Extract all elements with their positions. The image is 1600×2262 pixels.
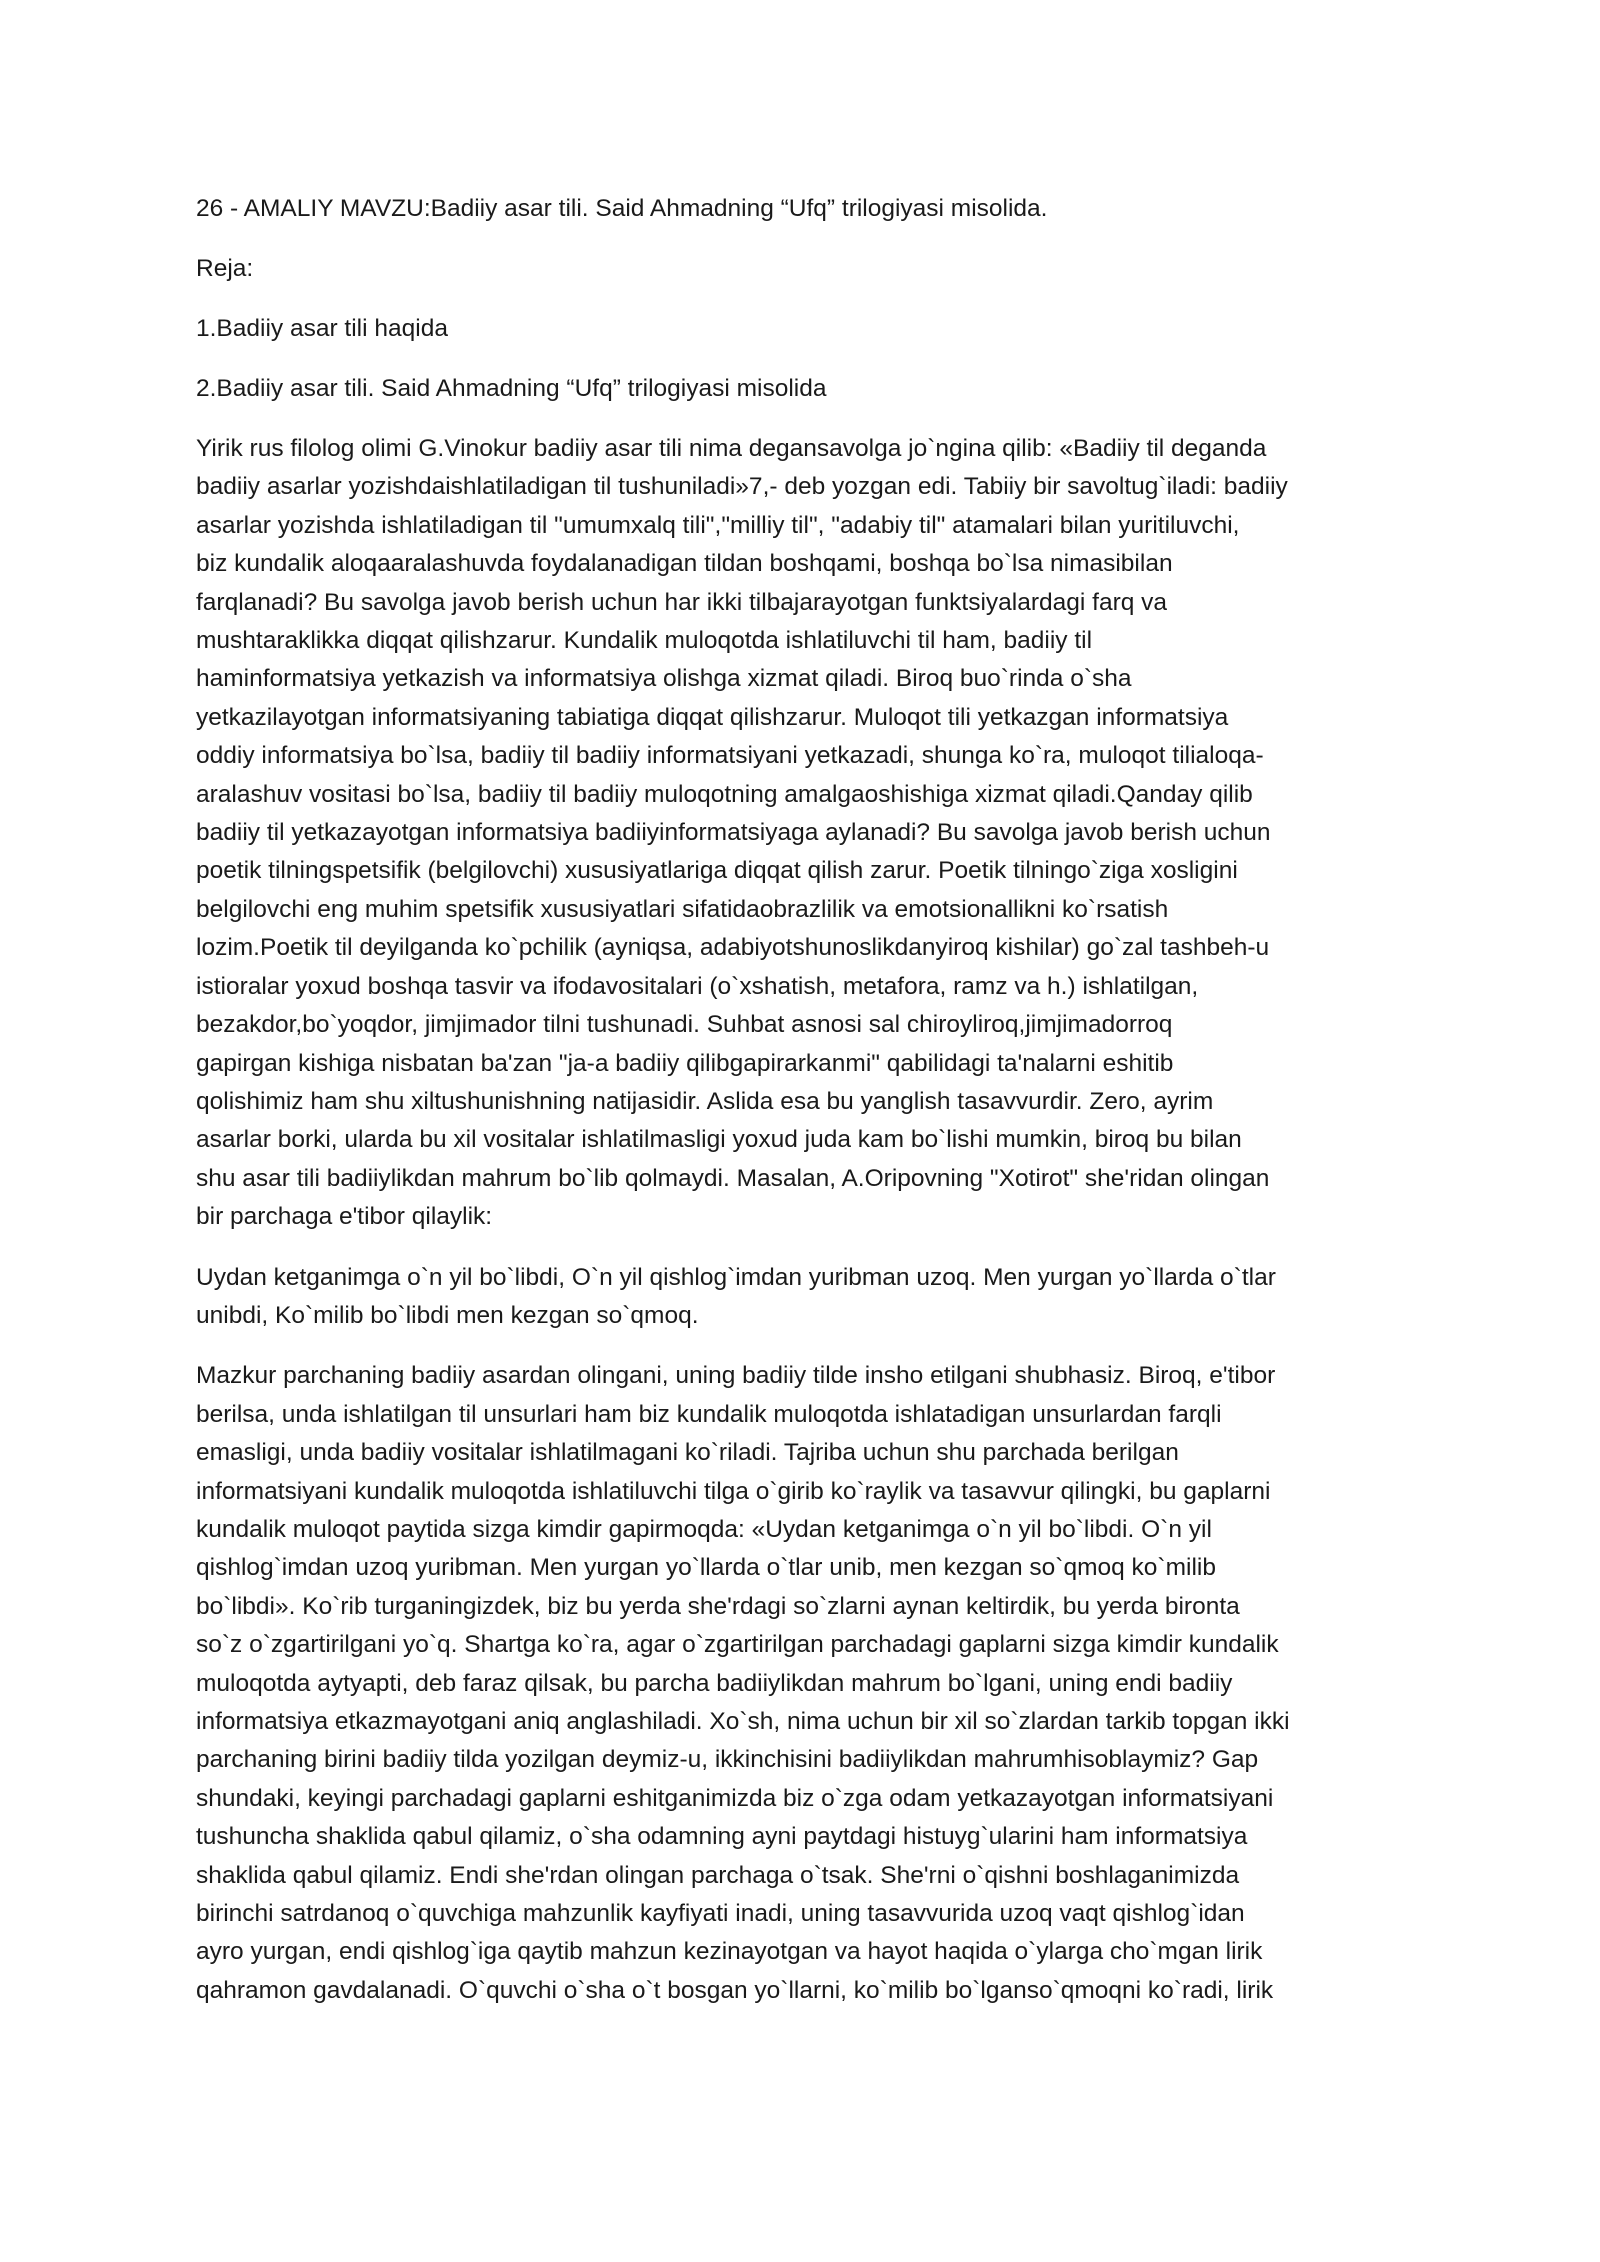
- text-line: yetkazilayotgan informatsiyaning tabiatiga diqqat qilishzarur. Muloqot tili yetkazgan informatsiya: [196, 703, 1229, 731]
- text-line: aralashuv vositasi bo`lsa, badiiy til badiiy muloqotning amalgaoshishiga xizmat qiladi.Qanday qilib: [196, 780, 1253, 808]
- text-line: gapirgan kishiga nisbatan ba'zan "ja-a badiiy qilibgapirarkanmi" qabilidagi ta'nalarni eshitib: [196, 1049, 1174, 1077]
- text-line: berilsa, unda ishlatilgan til unsurlari ham biz kundalik muloqotda ishlatadigan unsurlardan farqli: [196, 1400, 1222, 1428]
- text-line: informatsiya etkazmayotgani aniq anglashiladi. Xo`sh, nima uchun bir xil so`zlardan tarkib topgan ikki: [196, 1708, 1290, 1735]
- text-line: ayro yurgan, endi qishlog`iga qaytib mahzun kezinayotgan va hayot haqida o`ylarga cho`mgan lirik: [196, 1938, 1263, 1966]
- text-line: bezakdor,bo`yoqdor, jimjimador tilni tushunadi. Suhbat asnosi sal chiroyliroq,jimjimadorroq: [196, 1011, 1173, 1039]
- plan-item-2: 2.Badiiy asar tili. Said Ahmadning “Ufq” trilogiyasi misolida: [196, 375, 827, 402]
- poem-quote: [196, 1259, 1436, 1336]
- text-line: informatsiyani kundalik muloqotda ishlatiluvchi tilga o`girib ko`raylik va tasavvur qilingki, bu gaplarni: [196, 1477, 1271, 1505]
- text-line: so`z o`zgartirilgani yo`q. Shartga ko`ra, agar o`zgartirilgan parchadagi gaplarni sizga kimdir kundalik: [196, 1631, 1279, 1659]
- text-line: belgilovchi eng muhim spetsifik xususiyatlari sifatidaobrazlilik va emotsionallikni ko`rsatish: [196, 895, 1169, 923]
- text-line: tushuncha shaklida qabul qilamiz, o`sha odamning ayni paytdagi histuyg`ularini ham informatsiya: [196, 1823, 1248, 1851]
- text-line: qolishimiz ham shu xiltushunishning natijasidir. Aslida esa bu yanglish tasavvurdir. Zero, ayrim: [196, 1087, 1214, 1115]
- text-line: haminformatsiya yetkazish va informatsiya olishga xizmat qiladi. Biroq buo`rinda o`sha: [196, 665, 1132, 693]
- text-line: muloqotda aytyapti, deb faraz qilsak, bu parcha badiiylikdan mahrum bo`lgani, uning endi badiiy: [196, 1669, 1233, 1697]
- plan-label: Reja:: [196, 255, 254, 282]
- text-line: asarlar yozishda ishlatiladigan til "umumxalq tili","milliy til", "adabiy til" atamalari bilan yuritiluvchi,: [196, 511, 1240, 539]
- paragraph-1: [196, 430, 1436, 1237]
- text-line: shaklida qabul qilamiz. Endi she'rdan olingan parchaga o`tsak. She'rni o`qishni boshlaganimizda: [196, 1861, 1240, 1889]
- text-line: asarlar borki, ularda bu xil vositalar ishlatilmasligi yoxud juda kam bo`lishi mumkin, biroq bu bilan: [196, 1126, 1242, 1154]
- text-line: shundaki, keyingi parchadagi gaplarni eshitganimizda biz o`zga odam yetkazayotgan informatsiyani: [196, 1784, 1274, 1812]
- text-line: parchaning birini badiiy tilda yozilgan deymiz-u, ikkinchisini badiiylikdan mahrumhisoblaymiz? Gap: [196, 1746, 1259, 1774]
- text-line: qahramon gavdalanadi. O`quvchi o`sha o`t bosgan yo`llarni, ko`milib bo`lganso`qmoqni ko`radi, lirik: [196, 1976, 1274, 2004]
- text-line: farqlanadi? Bu savolga javob berish uchun har ikki tilbajarayotgan funktsiyalardagi farq va: [196, 588, 1168, 616]
- text-line: kundalik muloqot paytida sizga kimdir gapirmoqda: «Uydan ketganimga o`n yil bo`libdi. O`n yil: [196, 1515, 1212, 1543]
- text-line: qishlog`imdan uzoq yuribman. Men yurgan yo`llarda o`tlar unib, men kezgan so`qmoq ko`milib: [196, 1554, 1216, 1582]
- text-line: istioralar yoxud boshqa tasvir va ifodavositalari (o`xshatish, metafora, ramz va h.) ishlatilgan,: [196, 972, 1199, 1000]
- plan-item-1: 1.Badiiy asar tili haqida: [196, 315, 448, 342]
- text-line: lozim.Poetik til deyilganda ko`pchilik (ayniqsa, adabiyotshunoslikdanyiroq kishilar) go`zal tashbeh-u: [196, 934, 1270, 962]
- text-line: mushtaraklikka diqqat qilishzarur. Kundalik muloqotda ishlatiluvchi til ham, badiiy til: [196, 627, 1093, 655]
- text-line: Mazkur parchaning badiiy asardan olingani, uning badiiy tilde insho etilgani shubhasiz. Biroq, e'tibor: [196, 1362, 1276, 1390]
- text-line: badiiy asarlar yozishdaishlatiladigan til tushuniladi»7,- deb yozgan edi. Tabiiy bir savoltug`iladi: badiiy: [196, 473, 1288, 501]
- text-line: badiiy til yetkazayotgan informatsiya badiiyinformatsiyaga aylanadi? Bu savolga javob berish uchun: [196, 819, 1271, 847]
- text-line: unibdi, Ko`milib bo`libdi men kezgan so`qmoq.: [196, 1301, 699, 1329]
- text-line: shu asar tili badiiylikdan mahrum bo`lib qolmaydi. Masalan, A.Oripovning "Xotirot" she'ridan olingan: [196, 1164, 1270, 1192]
- text-line: Uydan ketganimga o`n yil bo`libdi, O`n yil qishlog`imdan yuribman uzoq. Men yurgan yo`llarda o`tlar: [196, 1263, 1276, 1291]
- paragraph-2: [196, 1357, 1436, 2010]
- text-line: Yirik rus filolog olimi G.Vinokur badiiy asar tili nima degansavolga jo`ngina qilib: «Badiiy til deganda: [196, 435, 1267, 462]
- document-page: [196, 190, 1436, 2032]
- text-line: bir parchaga e'tibor qilaylik:: [196, 1203, 493, 1231]
- text-line: birinchi satrdanoq o`quvchiga mahzunlik kayfiyati inadi, uning tasavvurida uzoq vaqt qishlog`idan: [196, 1900, 1245, 1928]
- text-line: oddiy informatsiya bo`lsa, badiiy til badiiy informatsiyani yetkazadi, shunga ko`ra, muloqot tilialoqa-: [196, 742, 1264, 770]
- text-line: biz kundalik aloqaaralashuvda foydalanadigan tildan boshqami, boshqa bo`lsa nimasibilan: [196, 550, 1173, 578]
- text-line: poetik tilningspetsifik (belgilovchi) xususiyatlariga diqqat qilish zarur. Poetik tilningo`ziga xosligini: [196, 857, 1238, 885]
- text-line: emasligi, unda badiiy vositalar ishlatilmagani ko`riladi. Tajriba uchun shu parchada berilgan: [196, 1439, 1179, 1467]
- document-heading: 26 - AMALIY MAVZU:Badiiy asar tili. Said Ahmadning “Ufq” trilogiyasi misolida.: [196, 195, 1048, 222]
- text-line: bo`libdi». Ko`rib turganingizdek, biz bu yerda she'rdagi so`zlarni aynan keltirdik, bu yerda bironta: [196, 1592, 1240, 1620]
